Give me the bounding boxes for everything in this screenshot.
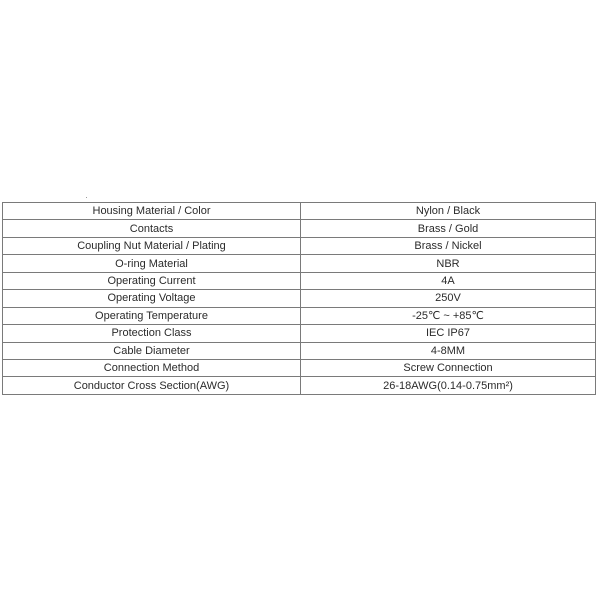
spec-label: O-ring Material: [3, 255, 301, 272]
stray-dot: [86, 197, 87, 198]
spec-value: IEC IP67: [301, 325, 596, 342]
spec-value: -25℃ ~ +85℃: [301, 307, 596, 324]
table-row: [3, 325, 596, 342]
spec-label: Operating Voltage: [3, 290, 301, 307]
spec-label: Contacts: [3, 220, 301, 237]
spec-label: Housing Material / Color: [3, 203, 301, 220]
spec-label: Coupling Nut Material / Plating: [3, 237, 301, 254]
table-row: [3, 255, 596, 272]
table-row: [3, 307, 596, 324]
spec-label: Operating Temperature: [3, 307, 301, 324]
table-row: [3, 220, 596, 237]
table-row: [3, 342, 596, 359]
spec-label: Protection Class: [3, 325, 301, 342]
spec-value: 26-18AWG(0.14-0.75mm²): [301, 377, 596, 394]
spec-label: Connection Method: [3, 359, 301, 376]
table-row: [3, 237, 596, 254]
table-row: [3, 377, 596, 394]
spec-label: Operating Current: [3, 272, 301, 289]
spec-value: Screw Connection: [301, 359, 596, 376]
spec-value: Brass / Nickel: [301, 237, 596, 254]
spec-value: 250V: [301, 290, 596, 307]
spec-value: 4-8MM: [301, 342, 596, 359]
spec-value: Nylon / Black: [301, 203, 596, 220]
table-row: [3, 272, 596, 289]
spec-value: NBR: [301, 255, 596, 272]
spec-table: [2, 202, 596, 395]
table-row: [3, 290, 596, 307]
spec-label: Cable Diameter: [3, 342, 301, 359]
spec-value: 4A: [301, 272, 596, 289]
table-row: [3, 203, 596, 220]
spec-label: Conductor Cross Section(AWG): [3, 377, 301, 394]
spec-value: Brass / Gold: [301, 220, 596, 237]
table-row: [3, 359, 596, 376]
